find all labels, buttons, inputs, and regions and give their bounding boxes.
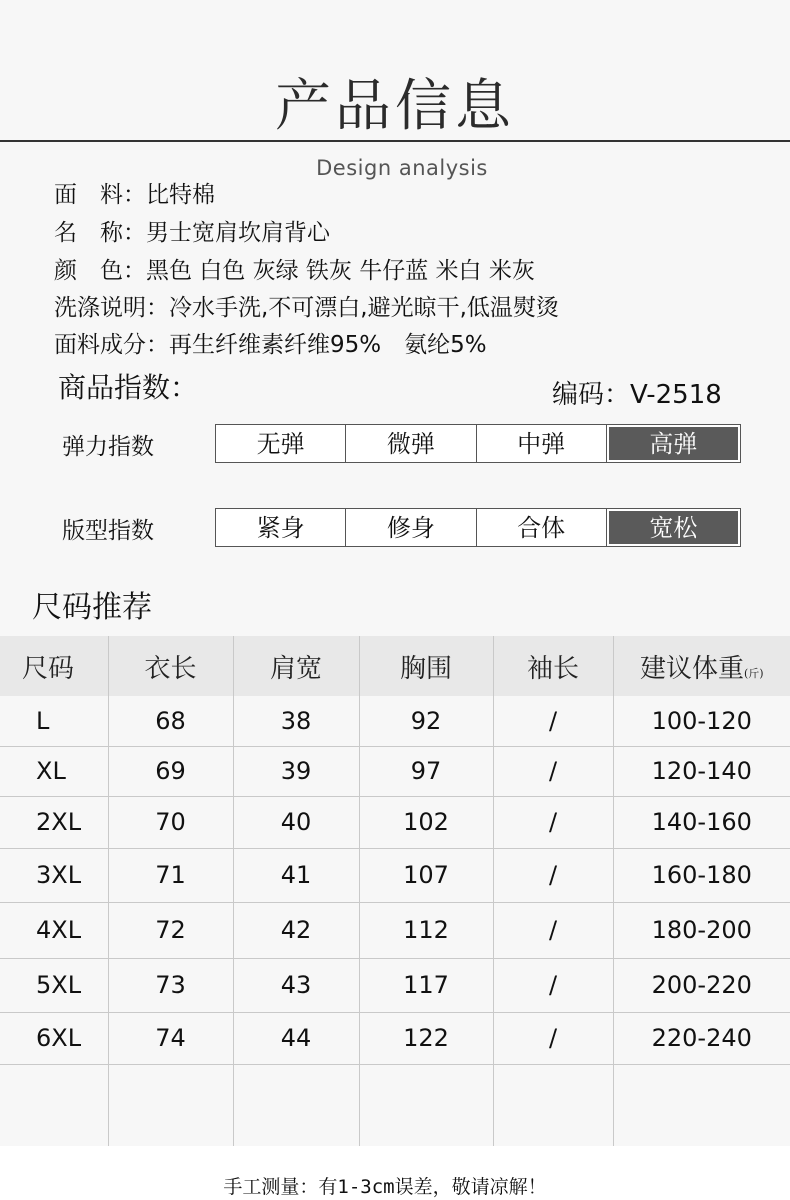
- cell-sleeve: /: [493, 696, 613, 746]
- cell-empty: [359, 1064, 493, 1148]
- header-weight-label: 建议体重: [639, 653, 744, 684]
- header-weight: [613, 636, 790, 696]
- cell-chest: 122: [359, 1012, 493, 1064]
- elastic-option: 中弹: [477, 425, 607, 462]
- cell-shoulder: 43: [233, 958, 359, 1012]
- cell-weight: 180-200: [613, 902, 790, 958]
- cell-chest: 102: [359, 796, 493, 848]
- cell-weight: 140-160: [613, 796, 790, 848]
- header-length: 衣长: [108, 636, 233, 696]
- table-row: [0, 958, 790, 1012]
- cell-sleeve: /: [493, 848, 613, 902]
- fit-option: 合体: [477, 509, 607, 546]
- cell-length: 74: [108, 1012, 233, 1064]
- cell-size: 5XL: [0, 958, 108, 1012]
- cell-size: 4XL: [0, 902, 108, 958]
- header-chest: 胸围: [359, 636, 493, 696]
- info-value: 黑色 白色 灰绿 铁灰 牛仔蓝 米白 米灰: [146, 258, 535, 284]
- cell-shoulder: 38: [233, 696, 359, 746]
- fit-option: 修身: [346, 509, 476, 546]
- fit-option-selected: 宽松: [609, 511, 738, 544]
- cell-sleeve: /: [493, 902, 613, 958]
- cell-empty: [613, 1064, 790, 1148]
- elastic-option: 微弹: [346, 425, 476, 462]
- info-colors: [54, 252, 535, 285]
- cell-chest: 112: [359, 902, 493, 958]
- info-value: 冷水手洗,不可漂白,避光晾干,低温熨烫: [169, 295, 559, 321]
- table-row: [0, 796, 790, 848]
- cell-sleeve: /: [493, 958, 613, 1012]
- cell-sleeve: /: [493, 1012, 613, 1064]
- cell-empty: [233, 1064, 359, 1148]
- cell-empty: [108, 1064, 233, 1148]
- info-label: 名 称：: [54, 220, 146, 246]
- info-label: 颜 色：: [54, 258, 146, 284]
- size-section-title: 尺码推荐: [32, 590, 152, 625]
- elastic-index-bar: [215, 424, 741, 463]
- fit-index-bar: [215, 508, 741, 547]
- cell-length: 73: [108, 958, 233, 1012]
- cell-shoulder: 39: [233, 746, 359, 796]
- product-code: 编码：V-2518: [552, 380, 722, 410]
- cell-chest: 97: [359, 746, 493, 796]
- cell-chest: 92: [359, 696, 493, 746]
- index-section-title: 商品指数：: [58, 371, 199, 404]
- cell-shoulder: 44: [233, 1012, 359, 1064]
- title-divider: [0, 140, 790, 142]
- cell-length: 68: [108, 696, 233, 746]
- info-fabric: [54, 176, 215, 209]
- cell-sleeve: /: [493, 746, 613, 796]
- cell-empty: [0, 1064, 108, 1148]
- cell-size: 2XL: [0, 796, 108, 848]
- cell-weight: 100-120: [613, 696, 790, 746]
- header-size: 尺码: [0, 636, 108, 696]
- info-value: 再生纤维素纤维95% 氨纶5%: [169, 332, 487, 358]
- cell-size: XL: [0, 746, 108, 796]
- header-shoulder: 肩宽: [233, 636, 359, 696]
- table-row: [0, 1012, 790, 1064]
- info-name: [54, 214, 330, 247]
- info-value: 比特棉: [146, 182, 215, 208]
- info-label: 面料成分：: [54, 332, 169, 358]
- table-row: [0, 902, 790, 958]
- cell-chest: 107: [359, 848, 493, 902]
- elastic-option: 无弹: [216, 425, 346, 462]
- table-row: [0, 848, 790, 902]
- fit-index-label: 版型指数: [62, 518, 154, 544]
- cell-size: 6XL: [0, 1012, 108, 1064]
- table-row-empty: [0, 1064, 790, 1148]
- page-title: 产品信息: [275, 74, 515, 139]
- cell-length: 72: [108, 902, 233, 958]
- info-value: 男士宽肩坎肩背心: [146, 220, 330, 246]
- page-subtitle: Design analysis: [316, 156, 488, 180]
- weight-unit: (斤): [743, 666, 764, 680]
- header-sleeve: 袖长: [493, 636, 613, 696]
- cell-size: 3XL: [0, 848, 108, 902]
- info-label: 洗涤说明：: [54, 295, 169, 321]
- cell-chest: 117: [359, 958, 493, 1012]
- cell-weight: 160-180: [613, 848, 790, 902]
- cell-empty: [493, 1064, 613, 1148]
- cell-sleeve: /: [493, 796, 613, 848]
- info-label: 面 料：: [54, 182, 146, 208]
- cell-weight: 220-240: [613, 1012, 790, 1064]
- fit-option: 紧身: [216, 509, 346, 546]
- size-table-header: [0, 636, 790, 696]
- cell-length: 69: [108, 746, 233, 796]
- cell-shoulder: 41: [233, 848, 359, 902]
- cell-weight: 200-220: [613, 958, 790, 1012]
- cell-length: 71: [108, 848, 233, 902]
- measurement-note: 手工测量：有1-3cm误差，敬请凉解！: [223, 1176, 547, 1198]
- table-row: [0, 696, 790, 746]
- cell-weight: 120-140: [613, 746, 790, 796]
- cell-length: 70: [108, 796, 233, 848]
- info-composition: [54, 326, 487, 359]
- cell-size: L: [0, 696, 108, 746]
- cell-shoulder: 42: [233, 902, 359, 958]
- size-table: [0, 636, 790, 1148]
- cell-shoulder: 40: [233, 796, 359, 848]
- table-row: [0, 746, 790, 796]
- elastic-index-label: 弹力指数: [62, 434, 154, 460]
- elastic-option-selected: 高弹: [609, 427, 738, 460]
- info-wash: [54, 289, 559, 322]
